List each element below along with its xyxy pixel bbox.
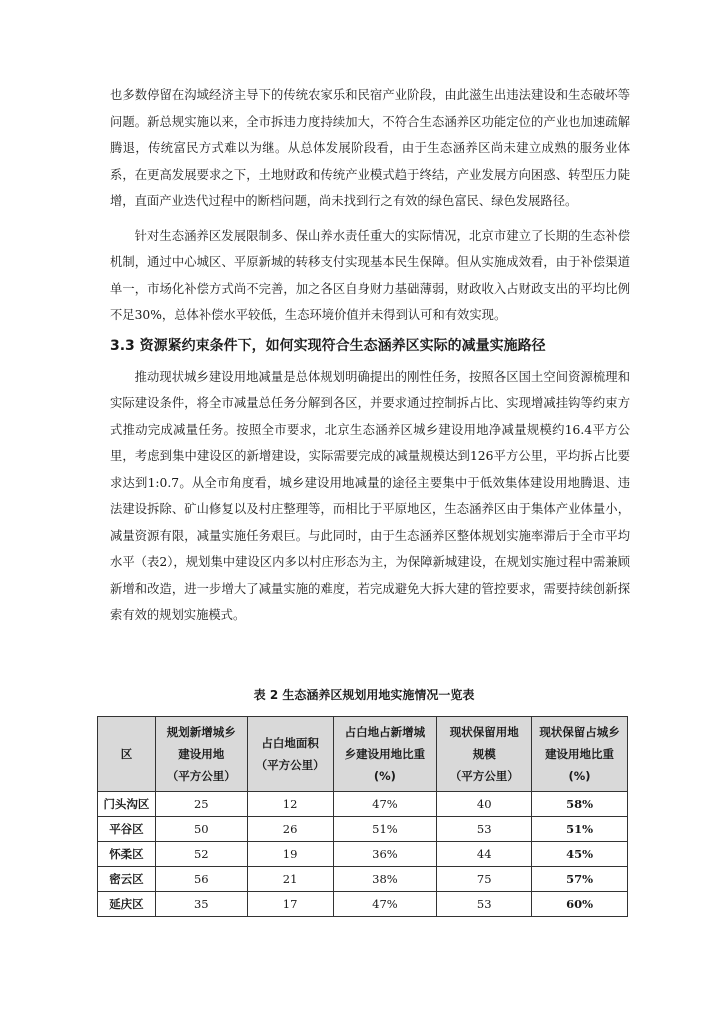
district-cell: 门头沟区 <box>98 792 156 817</box>
district-cell: 延庆区 <box>98 892 156 917</box>
value-cell: 17 <box>247 892 333 917</box>
value-cell: 45% <box>532 842 628 867</box>
value-cell: 56 <box>155 867 247 892</box>
value-cell: 51% <box>532 817 628 842</box>
header-line: 占白地面积 <box>261 736 319 750</box>
value-cell: 53 <box>437 817 532 842</box>
table-row <box>98 842 628 867</box>
header-line: 现状保留用地 <box>449 725 519 739</box>
value-cell: 35 <box>155 892 247 917</box>
value-cell: 12 <box>247 792 333 817</box>
district-cell: 怀柔区 <box>98 842 156 867</box>
header-line: 占白地占新增城 <box>344 725 426 739</box>
value-cell: 36% <box>333 842 437 867</box>
table-row <box>98 817 628 842</box>
header-line: （平方公里） <box>166 769 236 783</box>
header-line: 建设用地比重 <box>545 747 615 761</box>
value-cell: 51% <box>333 817 437 842</box>
header-line: （平方公里） <box>255 758 325 772</box>
value-cell: 58% <box>532 792 628 817</box>
value-cell: 25 <box>155 792 247 817</box>
value-cell: 21 <box>247 867 333 892</box>
table-body <box>98 792 628 917</box>
header-line: 乡建设用地比重 <box>344 747 426 761</box>
land-use-table <box>97 716 628 917</box>
header-cell-blank-land-area <box>247 717 333 792</box>
value-cell: 40 <box>437 792 532 817</box>
value-cell: 53 <box>437 892 532 917</box>
header-cell-district <box>98 717 156 792</box>
table-header <box>98 717 628 792</box>
value-cell: 44 <box>437 842 532 867</box>
value-cell: 38% <box>333 867 437 892</box>
paragraph-reduction: 推动现状城乡建设用地减量是总体规划明确提出的刚性任务，按照各区国土空间资源梳理和实际建设条件，将全市减量总任务分解到各区，并要求通过控制拆占比、实现增减挂钩等约束方式推动完成减量任务。按照全市要求，北京生态涵养区城乡建设用地净减量规模约16.4平方公里，考虑到集中建设区的新增建设，实际需要完成的减量规模达到126平方公里，平均拆占比要求达到1:0.7。从全市角度看，城乡建设用地减量的途径主要集中于低效集体建设用地腾退、违法建设拆除、矿山修复以及村庄整理等，而相比于平原地区，生态涵养区由于集体产业体量小，减量资源有限，减量实施任务艰巨。与此同时，由于生态涵养区整体规划实施率滞后于全市平均水平（表2），规划集中建设区内多以村庄形态为主，为保障新城建设，在规划实施过程中需兼顾新增和改造，进一步增大了减量实施的难度，若完成避免大拆大建的管控要求，需要持续创新探索有效的规划实施模式。 <box>110 369 630 622</box>
header-cell-retained-scale <box>437 717 532 792</box>
header-line: (%) <box>373 769 396 783</box>
header-line: 区 <box>120 747 133 761</box>
value-cell: 57% <box>532 867 628 892</box>
value-cell: 26 <box>247 817 333 842</box>
header-line: 建设用地 <box>178 747 225 761</box>
table-row <box>98 867 628 892</box>
value-cell: 19 <box>247 842 333 867</box>
header-line: 现状保留占城乡 <box>539 725 620 739</box>
table-row <box>98 892 628 917</box>
value-cell: 75 <box>437 867 532 892</box>
header-line: 规划新增城乡 <box>166 725 236 739</box>
paragraph-continued: 也多数停留在沟域经济主导下的传统农家乐和民宿产业阶段，由此滋生出违法建设和生态破坏等问题。新总规实施以来，全市拆违力度持续加大，不符合生态涵养区功能定位的产业也加速疏解腾退，传统富民方式难以为继。从总体发展阶段看，由于生态涵养区尚未建立成熟的服务业体系，在更高发展要求之下，土地财政和传统产业模式趋于终结，产业发展方向困惑、转型压力陡增，直面产业迭代过程中的断档问题，尚未找到行之有效的绿色富民、绿色发展路径。 <box>110 88 630 208</box>
document-body <box>110 82 630 629</box>
header-line: (%) <box>568 769 591 783</box>
table-caption: 表 2 生态涵养区规划用地实施情况一览表 <box>253 688 475 702</box>
paragraph-eco-compensation: 针对生态涵养区发展限制多、保山养水责任重大的实际情况，北京市建立了长期的生态补偿机制，通过中心城区、平原新城的转移支付实现基本民生保障。但从实施成效看，由于补偿渠道单一，市场化补偿方式尚不完善，加之各区自身财力基础薄弱，财政收入占财政支出的平均比例不足30%，总体补偿水平较低，生态环境价值并未得到认可和有效实现。 <box>110 228 630 322</box>
value-cell: 47% <box>333 892 437 917</box>
header-cell-planned-new <box>155 717 247 792</box>
value-cell: 50 <box>155 817 247 842</box>
header-cell-retained-share <box>532 717 628 792</box>
section-heading-3-3: 3.3 资源紧约束条件下，如何实现符合生态涵养区实际的减量实施路径 <box>110 337 546 354</box>
header-line: 规模 <box>472 747 496 761</box>
value-cell: 52 <box>155 842 247 867</box>
header-cell-blank-land-share <box>333 717 437 792</box>
value-cell: 47% <box>333 792 437 817</box>
district-cell: 密云区 <box>98 867 156 892</box>
value-cell: 60% <box>532 892 628 917</box>
table-header-row <box>98 717 628 792</box>
table-row <box>98 792 628 817</box>
header-line: （平方公里） <box>449 769 519 783</box>
district-cell: 平谷区 <box>98 817 156 842</box>
